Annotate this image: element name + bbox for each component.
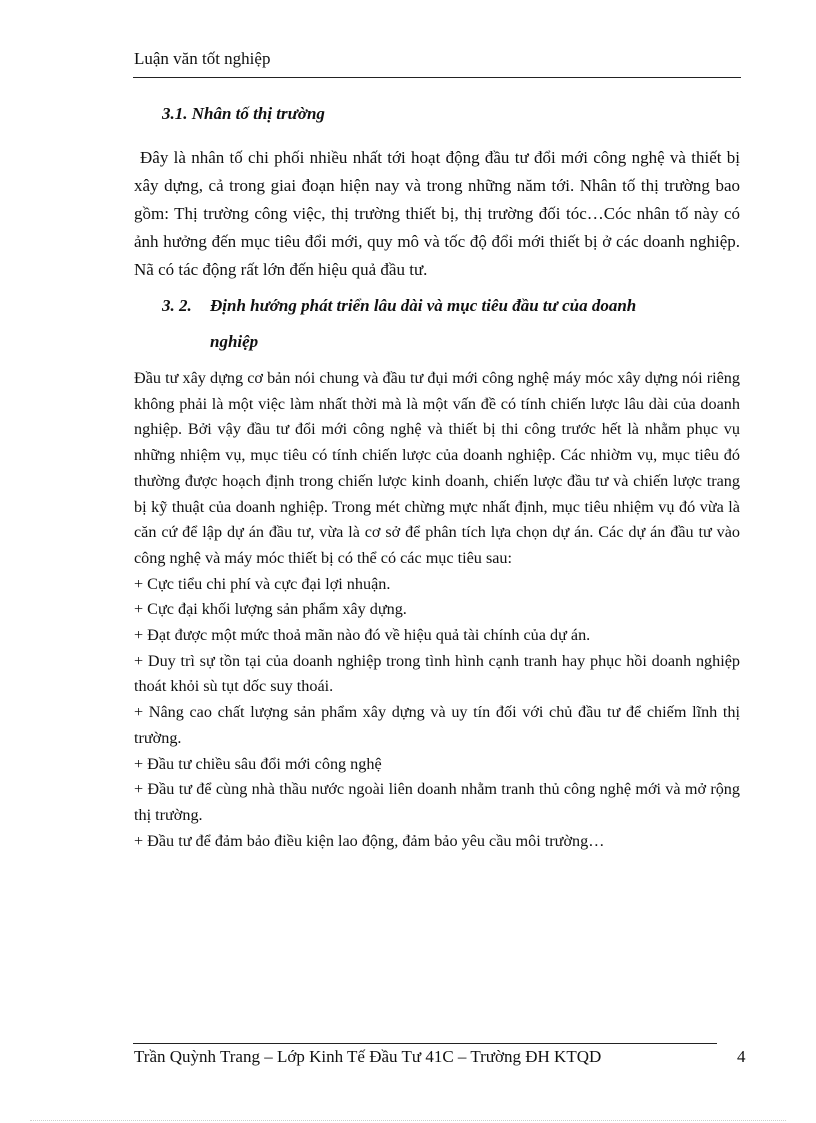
goal-list-item: + Nâng cao chất lượng sản phẩm xây dựng và uy tín đối với chủ đầu tư để chiếm lĩnh thị trường. <box>134 703 740 747</box>
goal-list-item: + Đầu tư chiều sâu đổi mới công nghệ <box>134 754 382 773</box>
section-2-heading-line-2: nghiệp <box>210 332 259 351</box>
goal-list-item: + Duy trì sự tồn tại của doanh nghiệp trong tình hình cạnh tranh hay phục hồi doanh nghiệp thoát khỏi sù tụt dốc suy thoái. <box>134 651 740 696</box>
header-divider <box>133 77 741 78</box>
section-2-heading-line-1: Định hướng phát triển lâu dài và mục tiêu đầu tư của doanh <box>210 296 637 315</box>
goal-list-item: + Đạt được một mức thoả mãn nào đó về hiệu quả tài chính của dự án. <box>134 626 591 645</box>
section-1-paragraph: Đây là nhân tố chi phối nhiều nhất tới hoạt động đầu tư đổi mới công nghệ và thiết bị xây dựng, cả trong giai đoạn hiện nay và trong những năm tới. Nhân tố thị trường bao gồm: Thị trường công việc, thị trường thiết bị, thị trường đối tóc…Cóc nhân tố này có ảnh hưởng đến mục tiêu đổi mới, quy mô và tốc độ đổi mới thiết bị ở các doanh nghiệp. Nã có tác động rất lớn đến hiệu quả đầu tư. <box>134 148 740 279</box>
page-bottom-border <box>30 1120 786 1121</box>
goal-list-item: + Cực đại khối lượng sản phẩm xây dựng. <box>134 600 407 619</box>
goal-list-item: + Đầu tư để đảm bảo điều kiện lao động, đảm bảo yêu cầu môi trường… <box>134 831 605 850</box>
footer-text: Trần Quỳnh Trang – Lớp Kinh Tế Đầu Tư 41C – Trường ĐH KTQD <box>134 1047 602 1066</box>
footer-divider <box>133 1043 717 1044</box>
goal-list-item: + Cực tiểu chi phí và cực đại lợi nhuận. <box>134 574 391 593</box>
page-content <box>134 100 740 854</box>
section-2-number: 3. 2. <box>162 296 192 315</box>
page-number: 4 <box>737 1047 746 1066</box>
section-2-paragraph: Đầu tư xây dựng cơ bản nói chung và đầu tư đụi mới công nghệ máy móc xây dựng nói riêng không phải là một việc làm nhất thời mà là một vấn đề có tính chiến lược lâu dài của doanh nghiệp. Bởi vậy đầu tư đổi mới công nghệ và thiết bị thi công trước hết là nhằm phục vụ những nhiệm vụ, mục tiêu có tính chiến lược của doanh nghiệp. Các nhiờm vụ, mục tiêu đó thường được hoạch định trong chiến lược kinh doanh, chiến lược đầu tư và chiến lược trang bị kỹ thuật của doanh nghiệp. Trong mét chừng mực nhất định, mục tiêu nhiệm vụ đó vừa là căn cứ để lập dự án đầu tư, vừa là cơ sở để phân tích lựa chọn dự án. Các dự án đầu tư vào công nghệ và máy móc thiết bị có thể có các mục tiêu sau: <box>134 369 740 567</box>
goal-list <box>134 572 740 855</box>
section-2-heading <box>162 292 740 320</box>
header-title: Luận văn tốt nghiệp <box>134 49 271 68</box>
section-1-heading: 3.1. Nhân tố thị trường <box>162 104 325 123</box>
goal-list-item: + Đầu tư để cùng nhà thầu nước ngoài liên doanh nhằm tranh thủ công nghệ mới và mở rộng thị trường. <box>134 780 740 824</box>
